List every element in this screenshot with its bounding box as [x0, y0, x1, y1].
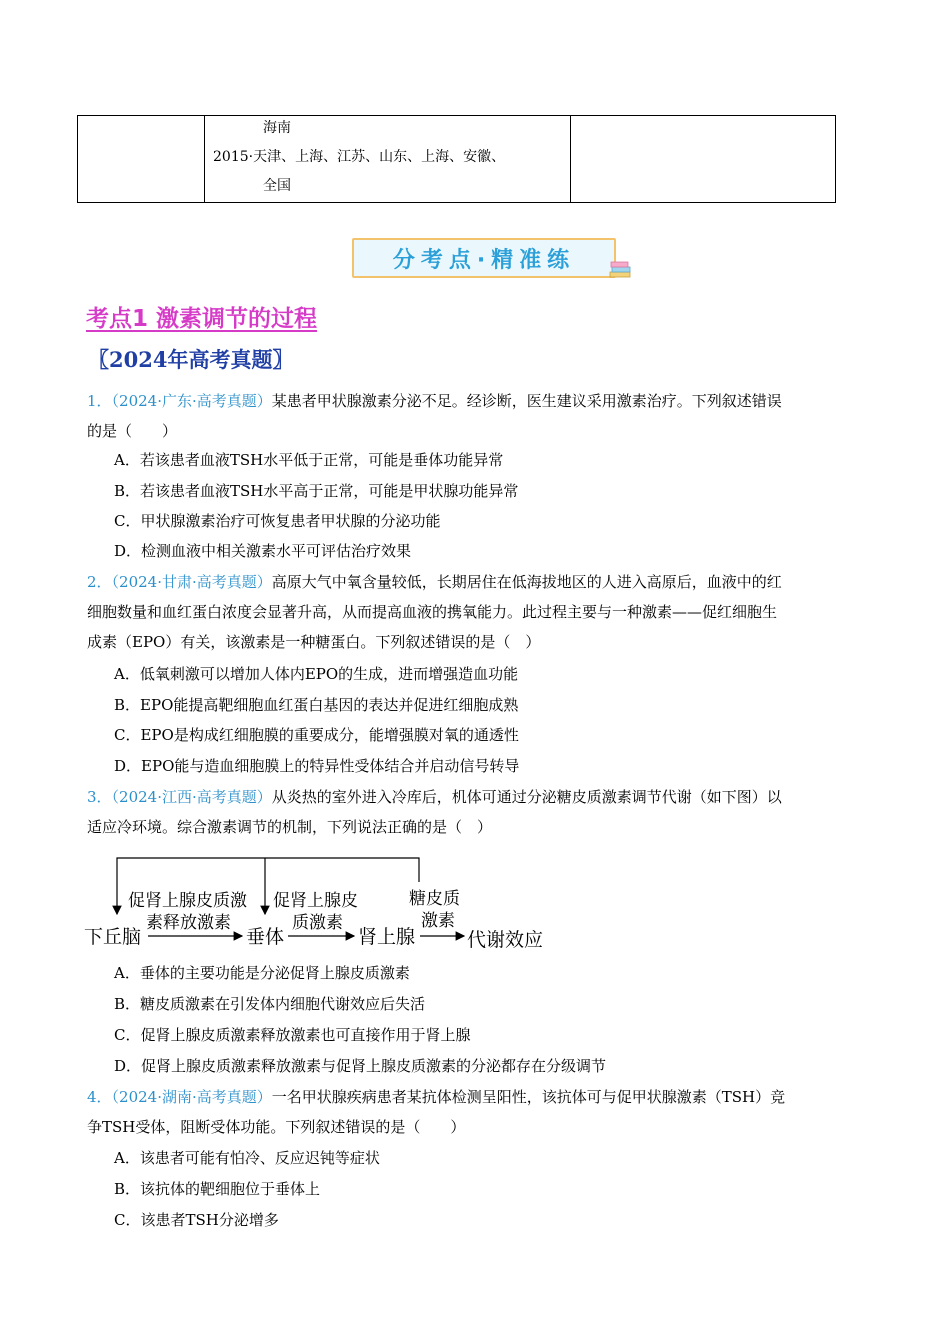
node-adrenal: 肾上腺 [358, 926, 416, 948]
question-4-stem [87, 1082, 863, 1112]
stem-text: 一名甲状腺疾病患者某抗体检测呈阳性，该抗体可与促甲状腺激素（TSH）竞 [271, 1088, 786, 1106]
option-d: D．促肾上腺皮质激素释放激素与促肾上腺皮质激素的分泌都存在分级调节 [114, 1057, 607, 1075]
label-crh: 素释放激素 [146, 913, 231, 933]
option-c: C．EPO是构成红细胞膜的重要成分，能增强膜对氧的通透性 [114, 726, 519, 744]
table-cell [205, 116, 571, 203]
node-pituitary: 垂体 [246, 926, 285, 948]
option-b: B．该抗体的靶细胞位于垂体上 [114, 1180, 321, 1198]
question-3-stem-cont: 适应冷环境。综合激素调节的机制，下列说法正确的是（ ） [87, 818, 493, 836]
option-a: A．若该患者血液TSH水平低于正常，可能是垂体功能异常 [114, 451, 504, 469]
stem-text: 从炎热的室外进入冷库后，机体可通过分泌糖皮质激素调节代谢（如下图）以 [271, 788, 782, 806]
question-4-stem-cont: 争TSH受体，阻断受体功能。下列叙述错误的是（ ） [87, 1118, 466, 1136]
label-acth: 促肾上腺皮 [273, 891, 358, 911]
option-d: D．检测血液中相关激素水平可评估治疗效果 [114, 542, 412, 560]
label-crh: 促肾上腺皮质激 [128, 891, 247, 911]
option-b: B．EPO能提高靶细胞血红蛋白基因的表达并促进红细胞成熟 [114, 696, 519, 714]
option-b: B．若该患者血液TSH水平高于正常，可能是甲状腺功能异常 [114, 482, 519, 500]
node-metabolic-effect: 代谢效应 [467, 929, 544, 951]
label-glucocorticoid: 糖皮质 [409, 889, 460, 909]
question-2-stem [87, 567, 863, 597]
exam-years-table [77, 115, 836, 203]
label-glucocorticoid: 激素 [421, 911, 455, 931]
node-hypothalamus: 下丘脑 [84, 926, 142, 948]
question-source: （2024·甘肃·高考真题） [111, 573, 272, 591]
option-a: A．垂体的主要功能是分泌促肾上腺皮质激素 [114, 964, 410, 982]
section-title: 考点1 激素调节的过程 [86, 306, 318, 332]
question-source: （2024·广东·高考真题） [111, 392, 272, 410]
hormone-regulation-diagram [84, 856, 554, 956]
question-source: （2024·江西·高考真题） [111, 788, 272, 806]
question-2-stem-cont: 细胞数量和血红蛋白浓度会显著升高，从而提高血液的携氧能力。此过程主要与一种激素——促红细胞生 [87, 603, 778, 621]
question-number: 3． [87, 788, 112, 806]
table-cell [571, 116, 836, 203]
question-1-stem-cont: 的是（ ） [87, 422, 178, 440]
option-a: A．该患者可能有怕冷、反应迟钝等症状 [114, 1149, 380, 1167]
cell-line: 2015·天津、上海、江苏、山东、上海、安徽、 [213, 149, 506, 165]
stem-text: 某患者甲状腺激素分泌不足。经诊断，医生建议采用激素治疗。下列叙述错误 [271, 392, 782, 410]
table-row [78, 116, 836, 203]
option-c: C．促肾上腺皮质激素释放激素也可直接作用于肾上腺 [114, 1026, 471, 1044]
option-c: C．该患者TSH分泌增多 [114, 1211, 279, 1229]
banner-text: 分考点·精准练 [392, 247, 576, 273]
year-heading: 〖2024年高考真题〗 [88, 347, 294, 372]
label-acth: 质激素 [292, 913, 343, 933]
question-2-stem-cont: 成素（EPO）有关，该激素是一种糖蛋白。下列叙述错误的是（ ） [87, 633, 541, 651]
question-number: 1． [87, 392, 112, 410]
stem-text: 高原大气中氧含量较低，长期居住在低海拔地区的人进入高原后，血液中的红 [271, 573, 782, 591]
books-icon [608, 258, 634, 282]
question-number: 4． [87, 1088, 112, 1106]
section-banner [352, 238, 616, 278]
question-1-stem [87, 386, 863, 416]
table-cell [78, 116, 205, 203]
cell-line: 海南 [263, 120, 291, 136]
option-d: D．EPO能与造血细胞膜上的特异性受体结合并启动信号转导 [114, 757, 520, 775]
question-number: 2． [87, 573, 112, 591]
question-source: （2024·湖南·高考真题） [111, 1088, 272, 1106]
option-a: A．低氧刺激可以增加人体内EPO的生成，进而增强造血功能 [114, 665, 519, 683]
cell-line: 全国 [263, 178, 291, 194]
question-3-stem [87, 782, 863, 812]
option-c: C．甲状腺激素治疗可恢复患者甲状腺的分泌功能 [114, 512, 441, 530]
option-b: B．糖皮质激素在引发体内细胞代谢效应后失活 [114, 995, 426, 1013]
